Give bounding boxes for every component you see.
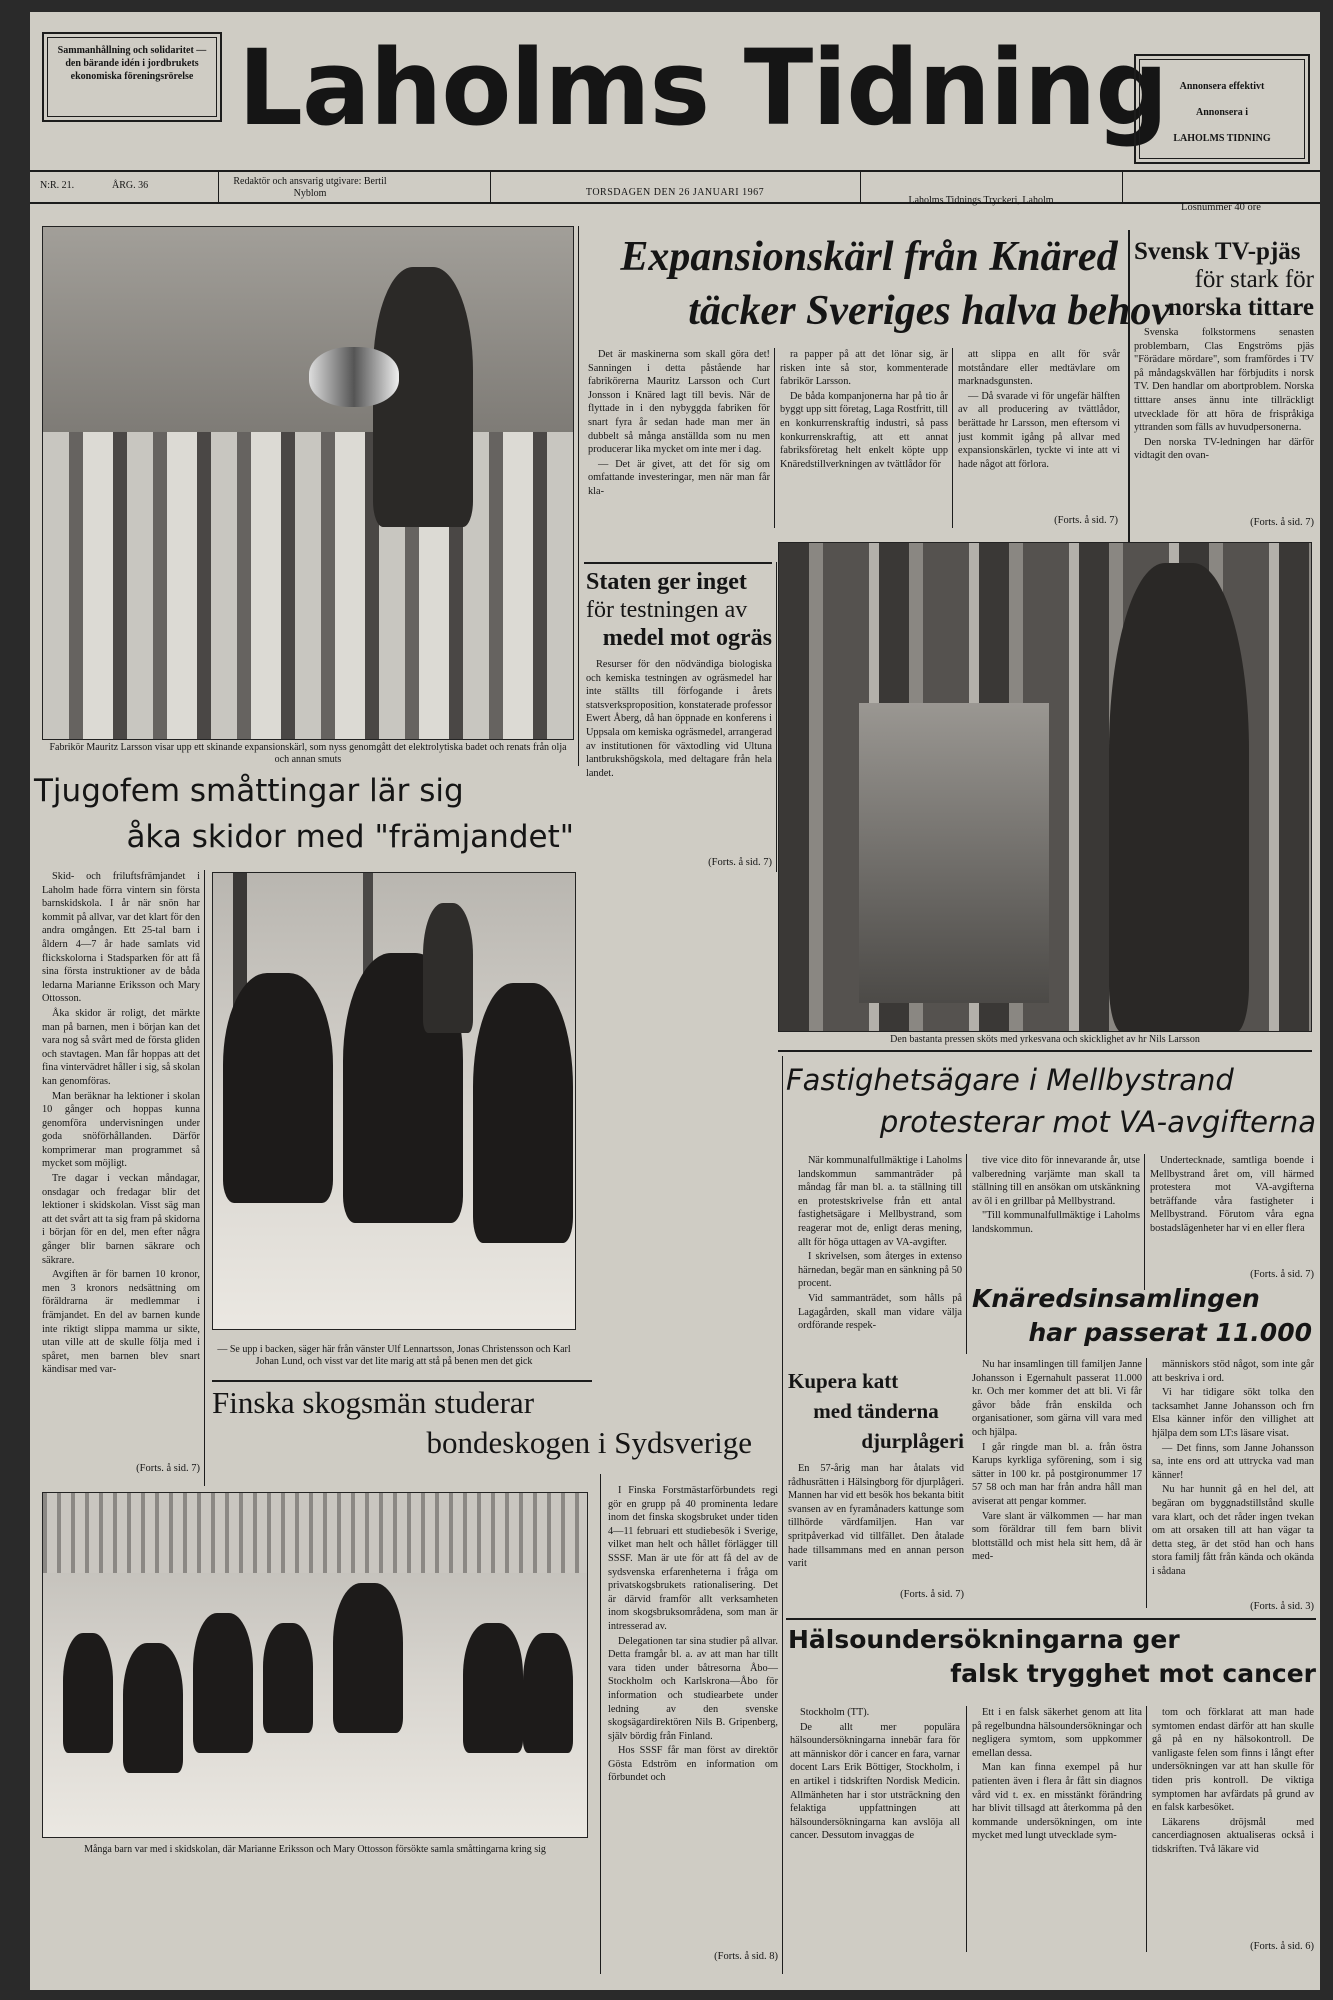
health-col1 [790,1706,960,1952]
expansion-col1 [588,348,770,558]
collection-col2 [1152,1358,1314,1598]
health-p1: Stockholm (TT). [800,1707,870,1718]
ski-school-group-photo [42,1492,588,1838]
expansion-col3 [958,348,1120,508]
ski-p4: Tre dagar i veckan måndagar, onsdagar och fredagar blir det lektioner i skidskolan. Visst säg man att det svårt att ta sig fram på skidorna i början för en del, men efter några gånger blir barnen säkrare och säkrare. [42,1173,200,1266]
property-col2 [972,1154,1140,1294]
ad-slogan-line3: LAHOLMS TIDNING [1173,133,1271,144]
expansion-headline-1: Expansionskärl från Knäred [620,234,1118,280]
ski-p3: Man beräknar ha lektioner i skolan 10 gånger och hoppas kunna genomföra undervisningen under goda snöförhållanden. Därför komprimerar man programmet så mycket som möjligt. [42,1090,200,1170]
expansion-col2 [780,348,948,524]
health-col2 [972,1706,1142,1952]
weeds-headline-3: medel mot ogräs [602,625,772,651]
ski-headline-2: åka skidor med "främjandet" [126,819,574,855]
finnish-p1: I Finska Forstmästarförbundets regi gör en grupp på 40 prominenta ledare inom det finska skogsbruket under tiden 4—11 februari ett studiebesök i Sverige, vilket man helt och hållet förlägger till SSSF. Man är ute för att få del av de sydsvenska erfarenheterna i fråga om privatskogsbrukets rationalisering. Det är därvid framför allt verksamheten inom skogsbruksområdena, som man är intresserad av. [608,1485,778,1632]
cat-headline-3: djurplågeri [861,1429,964,1453]
ad-slogan-line1: Annonsera effektivt [1179,81,1265,92]
finnish-p2: Delegationen tar sina studier på allvar. Detta framgår bl. a. av att man har tillt vara tiden under båtresorna Åbo—Stockholm och Karlskrona—Åbo för information och studiearbete under ledning av den svenske skogsägardirektören Nils B. Gripenberg, själv bördig från Finland. [608,1635,778,1742]
press-photo-caption: Den bastanta pressen sköts med yrkesvana och skicklighet av hr Nils Larsson [890,1034,1200,1045]
expansion-p3: ra papper på att det lönar sig, är risken inte så stor, kommenterade fabrikör Larsson. [780,349,948,388]
collection-p5: Vi har tidigare sökt tolka den tacksamhet Janne Johansson och frn Elsa känner inför den villighet att hjälpa dem som LT:s läsare visat. [1152,1387,1314,1439]
collection-p2: I går ringde man bl. a. från östra Karups kyrkliga syförening, som i sig sätter in 100 kr. på postgironummer 17 57 58 och man har från andra håll man aviserat att pengar kommer. [972,1441,1142,1507]
property-p6: Undertecknade, samtliga boende i Mellbystrand året om, vill härmed protestera mot VA-avgifterna beträffande våra fastigheter i Mellbystrand. Förutom våra egna bostadslägenheter har vi en eller flera [1150,1155,1314,1234]
price-line: Lösnummer 40 öre [1181,202,1261,213]
masthead-title: Laholms Tidning [238,27,1168,149]
health-p3: Ett i en falsk säkerhet genom att lita på regelbundna hälsoundersökningar och negligera symtom, som uppkommer emellan dessa. [972,1707,1142,1759]
masthead-left-box [42,32,222,122]
health-headline-1: Hälsoundersökningarna ger [788,1625,1180,1654]
collection-headline-2: har passerat 11.000 [1028,1318,1312,1347]
health-headline-2: falsk trygghet mot cancer [950,1659,1316,1688]
property-p4: tive vice dito för innevarande år, utse valberedning varjämte man skall ta ställning till en ansökan om utskänkning av öl i en grillbar på Mellbystrand. [972,1155,1140,1207]
tv-body [1134,326,1314,514]
ski-children-photo [212,872,576,1330]
property-p1: När kommunalfullmäktige i Laholms landskommun sammanträder på måndag får man bl. a. ta ställning till en protestskrivelse från ett antal fastighetsägare i Mellbystrand, som reagerar mot de, enligt deras mening, allt för höga uttagen av VA-avgifter. [798,1155,962,1248]
collection-col1 [972,1358,1142,1612]
health-p6: Läkarens dröjsmål med cancerdiagnosen aktualiseras också i tidskriften. Två läkare vid [1152,1816,1314,1855]
tv-p1: Svenska folkstormens senasten problembarn, Clas Engströms pjäs "Förädare mördare", som framfördes i TV på måndagskvällen har förbjudits i norsk TV. Den handlar om abortproblem. Norska titttare anses ännu inte tillräckligt utvecklade för att höra de frispråkiga yttranden som fälls av huvudpersonerna. [1134,327,1314,434]
expansion-continued: (Forts. å sid. 7) [1054,515,1118,526]
collection-p3: Vare slant är välkommen — har man som föräldrar till fem barn blivit blottställd och mist hela sitt hem, då är med- [972,1510,1142,1563]
collection-continued: (Forts. å sid. 3) [1250,1601,1314,1612]
masthead-right-box [1134,54,1310,164]
property-col3 [1150,1154,1314,1266]
newspaper-page [30,12,1320,1990]
health-p2: De allt mer populära hälsoundersökningarna innebär fara för att människor dör i cancer en fara, varnar docent Lars Erik Böttiger, Stockholm, i en artikel i tidskriften Nordisk Medicin. Allmänheten har i stor utsträckning den felaktiga uppfattningen att hälsoundersökningarna kan avslöja all cancer. Dessutom invaggas de [790,1721,960,1842]
finnish-continued: (Forts. å sid. 8) [714,1951,778,1962]
tv-headline-1: Svensk TV-pjäs [1134,238,1301,265]
ski-p1: Skid- och friluftsfrämjandet i Laholm hade förra vintern sin första barnskidskola. I år när snön har kommit på allvar, var det klart för den andra omgången. Ett 25-tal barn i åldern 4—7 år hade samlats vid flickskolorna i Stadsparken för att få sina första instruktioner av de båda ledarna Marianne Eriksson och Mary Ottosson. [42,871,200,1005]
health-p4: Man kan finna exempel på hur patienten även i flera år fått sin diagnos vård vid t. ex. en misstänkt förändring har blivit tillsagd att återkomma på den kommande undersökningen, om inte mycket med lungt utvecklade sym- [972,1762,1142,1842]
press-photo [778,542,1312,1032]
cat-headline-2: med tänderna [813,1399,939,1423]
expansion-p1: Det är maskinerna som skall göra det! Sanningen i detta påstående har fabrikörerna Mauritz Larsson och Curt Jonsson i Knäred lagt till bevis. När de flyttade in i den nybyggda fabriken för snart fyra år sedan hade man mer än dubbelt så många anställda som nu men producerar lika mycket om inte mer i dag. [588,349,770,456]
expansion-p2: — Det är givet, att det för sig om omfattande investeringar, men när man får kla- [588,458,770,497]
cat-continued: (Forts. å sid. 7) [900,1589,964,1600]
ad-slogan-line2: Annonsera i [1196,107,1248,118]
tv-headline-3: norska tittare [1167,294,1314,321]
factory-photo-caption: Fabrikör Mauritz Larsson visar upp ett skinande expansionskärl, som nyss genomgått det elektrolytiska badet och renats från olja och annan smuts [49,742,567,765]
printer-line: Laholms Tidnings Tryckeri, Laholm [908,195,1054,206]
property-col1 [798,1154,962,1354]
ski-headline-1: Tjugofem småttingar lär sig [34,773,464,809]
tv-headline-2: för stark för [1194,266,1314,293]
collection-headline-1: Knäredsinsamlingen [972,1284,1260,1313]
tv-continued: (Forts. å sid. 7) [1250,517,1314,528]
health-continued: (Forts. å sid. 6) [1250,1941,1314,1952]
expansion-p5: att slippa en allt för svår motståndare eller medtävlare om marknadsgunsten. [958,349,1120,388]
cat-headline-1: Kupera katt [788,1369,899,1393]
finnish-headline-2: bondeskogen i Sydsverige [426,1425,752,1460]
cat-p1: En 57-årig man har åtalats vid rådhusrätten i Hälsingborg för djurplågeri. Mannen har vid ett besök hos bekanta bitit svansen av en fyramånaders kattunge som tillhörde värdfamiljen. Han var spritpåverkad vid tillfället. Den åtalade hade tillsammans med en annan person varit [788,1463,964,1570]
ski-body [42,870,200,1482]
weeds-p1: Resurser för den nödvändiga biologiska och kemiska testningen av ogräsmedel har inte ställts till förfogande i årets statsverksproposition, konstaterade professor Ewert Åberg, då han öppnade en konferens i Uppsala om kemiska ogräsmedel, arrangerad av institutionen för växtodling vid Ultuna lantbrukshögskola, med deltagare från hela landet. [586,659,772,779]
expansion-headline-2: täcker Sveriges halva behov [688,288,1170,334]
issue-year: ÅRG. 36 [112,180,149,191]
issue-number: N:R. 21. [40,180,75,191]
expansion-p6: — Då svarade vi för ungefär hälften av all producering av tvättlådor, berättade hr Larsson, men eftersom vi just kommit igång på allvar med expansionskärlen, tyckte vi inte att vi hade något att förlora. [958,390,1120,470]
weeds-continued: (Forts. å sid. 7) [708,857,772,868]
property-p5: "Till kommunalfullmäktige i Laholms landskommun. [972,1210,1140,1235]
collection-p7: Nu har hunnit gå en hel del, att begäran om byggnadstillstånd skulle vara klart, och det råder ingen tvekan om att orsaken till att han vägar ta detta steg, är det stöd han och hans stora familj fått från kända och okända i sådana [1152,1484,1314,1577]
property-p2: I skrivelsen, som återges in extenso härnedan, begär man en sänkning på 50 procent. [798,1251,962,1290]
ski-p5: Avgiften är för barnen 10 kronor, men 3 kronors nedsättning om föräldrarna är medlemmar i främjandet. En del av barnen kunde inte riktigt slippa mamma ur sikte, utan ville att de skulle följa med i spåret, men barnen blev snart kändisar med var- [42,1269,200,1376]
masthead-slogan: Sammanhållning och solidaritet — den bärande idén i jordbrukets ekonomiska föreningsrörelse [47,37,217,117]
weeds-body [586,658,772,854]
finnish-headline-1: Finska skogsmän studerar [212,1385,535,1420]
finnish-body [608,1484,778,1954]
ski-p2: Åka skidor är roligt, det märkte man på barnen, men i början kan det vara nog så svårt med de första gliden och stavtagen. Man får hoppas att det fina vintervädret håller i sig, så skolan kan genomföras. [42,1007,200,1087]
expansion-p4: De båda kompanjonerna har på tio år byggt upp sitt företag, Laga Rostfritt, till en konkurrenskraftig industri, så pass konkurrenskraftig, att ett annat fabriksföretag helt enkelt köpte upp Knäredstillverkningen av tvättlådor för [780,390,948,470]
factory-photo [42,226,574,740]
health-col3 [1152,1706,1314,1934]
issue-date: TORSDAGEN DEN 26 JANUARI 1967 [585,187,765,198]
health-p5: tom och förklarat att man hade symtomen endast därför att han skulle gå på en ny hälsokontroll. De vanligaste felen som finns i långt efter undersökningen var att han skulle för tiden pris kontroll. De viktiga symptomen har avfärdats på grund av en falsk karbesöket. [1152,1707,1314,1814]
collection-p6: — Det finns, som Janne Johansson sa, inte ens ord att uttrycka vad man känner! [1152,1442,1314,1481]
ski-school-photo-caption: Många barn var med i skidskolan, där Marianne Eriksson och Mary Ottosson försökte samla småttingarna kring sig [84,1844,546,1855]
weeds-headline-1: Staten ger inget [586,569,747,595]
editor-line: Redaktör och ansvarig utgivare: Bertil Nyblom [233,176,387,199]
cat-body [788,1462,964,1586]
collection-p4: människors stöd något, som inte går att beskriva i ord. [1152,1359,1314,1384]
collection-p1: Nu har insamlingen till familjen Janne Johansson i Egernahult passerat 11.000 kr. Och mer kommer det att bli. Vi får gåvor både från enskilda och organisationer, som gärna vill vara med och hjälpa. [972,1359,1142,1438]
property-p3: Vid sammanträdet, som hålls på Lagagården, skall man vidare välja ordförande respek- [798,1292,962,1332]
ski-photo-caption: — Se upp i backen, säger här från vänster Ulf Lennartsson, Jonas Christensson och Karl Johan Lund, och visst var det lite marig att stå på benen men det gick [217,1344,571,1367]
weeds-headline-2: för testningen av [586,597,748,623]
tv-p2: Den norska TV-ledningen har därför vidtagit den ovan- [1134,436,1314,462]
property-headline-2: protesterar mot VA-avgifterna [879,1105,1316,1139]
property-headline-1: Fastighetsägare i Mellbystrand [786,1063,1234,1097]
property-continued: (Forts. å sid. 7) [1250,1269,1314,1280]
finnish-p3: Hos SSSF får man först av direktör Gösta Edström en information om förbundet och [608,1745,778,1784]
ski-continued: (Forts. å sid. 7) [136,1463,200,1474]
